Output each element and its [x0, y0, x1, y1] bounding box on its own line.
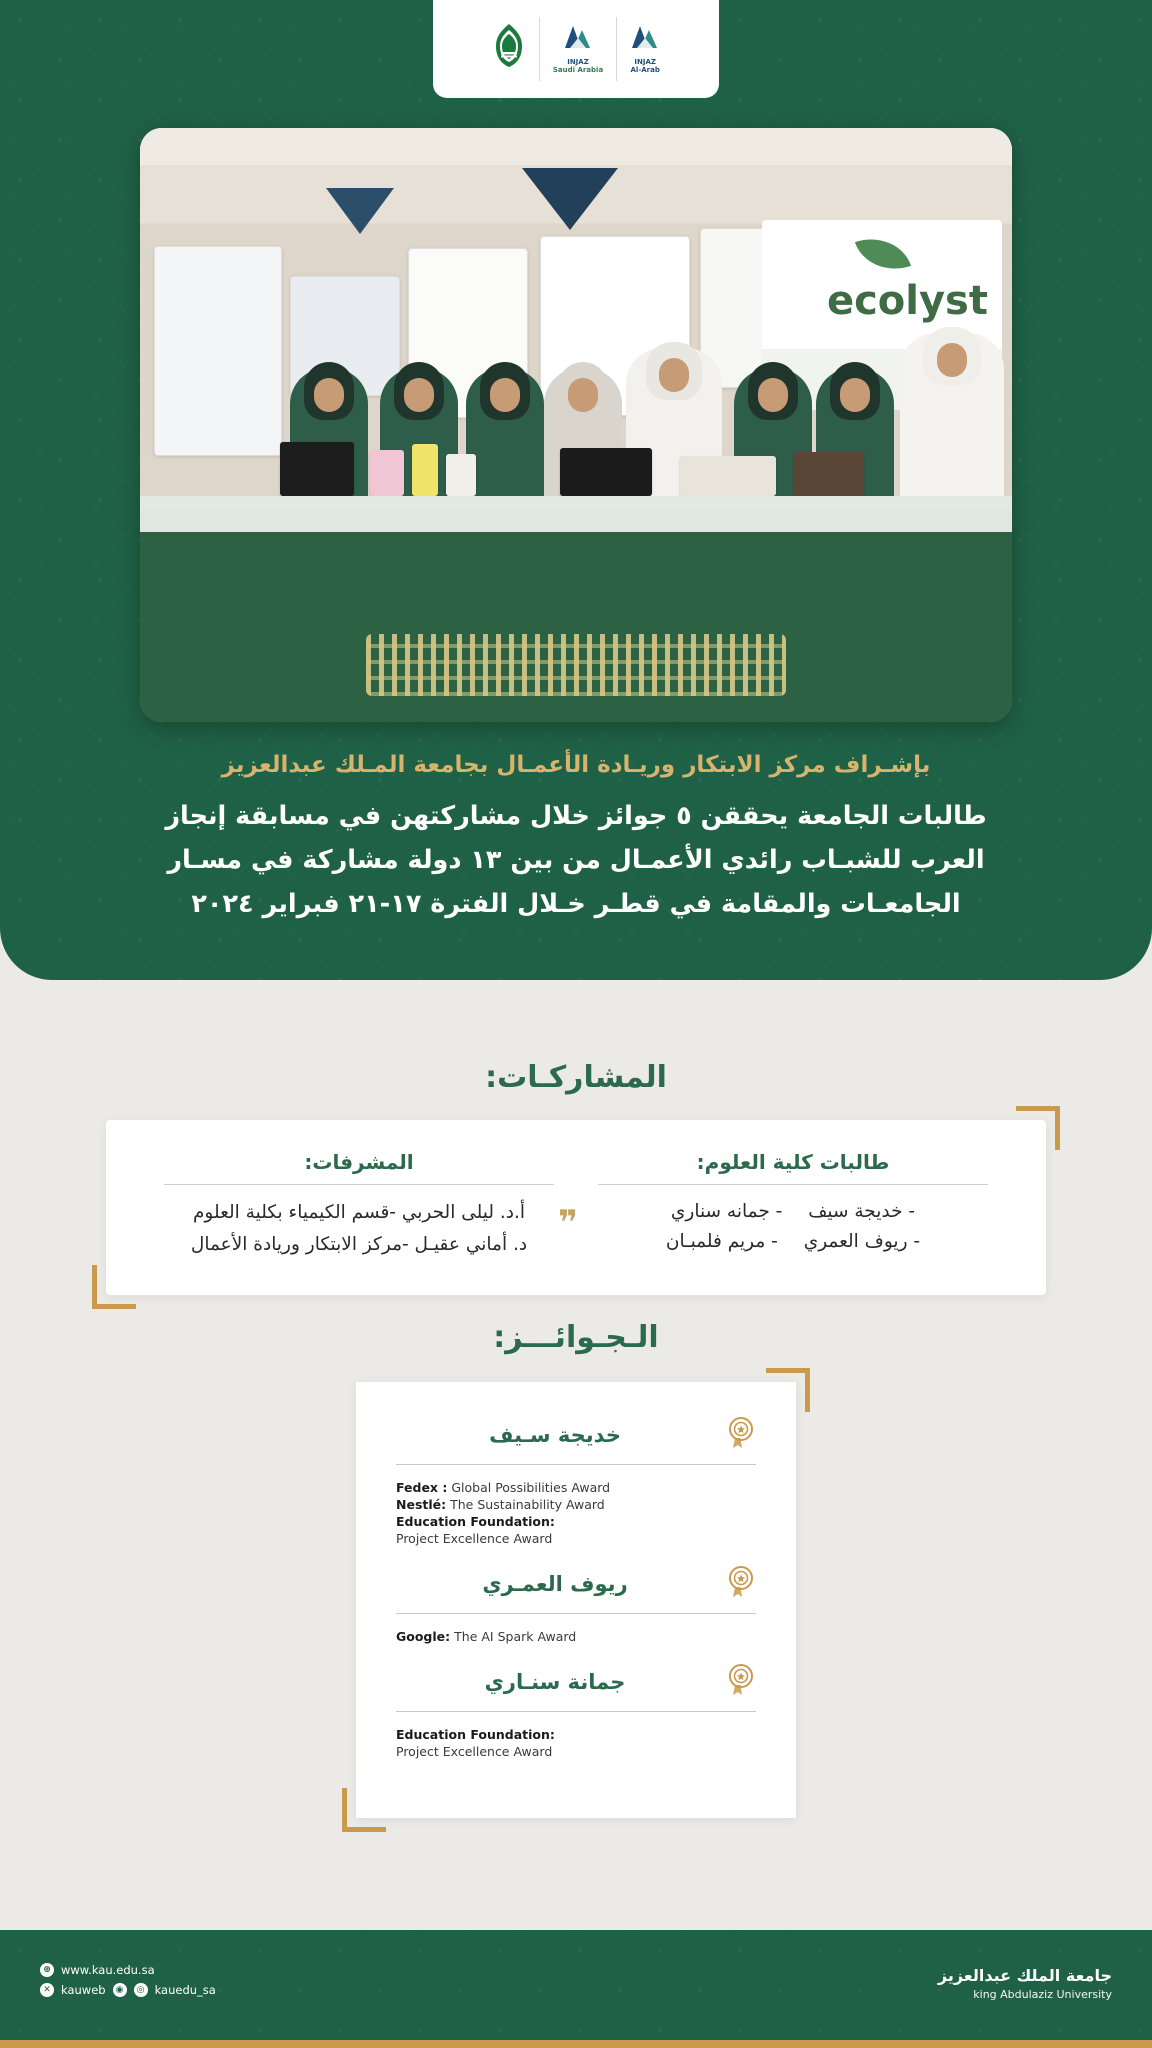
prize-line [396, 1479, 756, 1496]
student-row [598, 1227, 988, 1257]
participants-section-title: المشاركـات: [485, 1060, 667, 1095]
kau-logo-icon [492, 22, 526, 72]
snapchat-icon: ◉ [113, 1983, 127, 1997]
supervisors-heading: المشرفات: [164, 1150, 554, 1185]
award-winner-name: جمانة سنـاري [484, 1670, 626, 1694]
instagram-icon: ◎ [134, 1983, 148, 1997]
students-heading: طالبات كلية العلوم: [598, 1150, 988, 1185]
prize-title: Project Excellence Award [396, 1531, 553, 1546]
logo-bar [433, 0, 719, 98]
students-column [576, 1150, 1010, 1261]
table-top [140, 496, 1012, 532]
handle-x-text: kauweb [61, 1983, 106, 1997]
award-block [396, 1565, 756, 1645]
headline-line-2: العرب للشبـاب رائدي الأعمـال من بين ١٣ دولة مشاركة في مسـار [167, 845, 985, 875]
booth-pennant [326, 188, 394, 234]
corner-decoration [92, 1265, 136, 1309]
student-row [598, 1197, 988, 1227]
university-name-ar: جامعة الملك عبدالعزيز [937, 1966, 1112, 1985]
award-header [396, 1416, 756, 1465]
prize-sponsor: Fedex : [396, 1480, 448, 1495]
website-row[interactable] [40, 1960, 216, 1980]
injaz-saudi-icon [563, 24, 593, 54]
photo-image [140, 128, 1012, 722]
logo-kau [479, 17, 540, 81]
university-name-en: king Abdulaziz University [973, 1988, 1112, 2001]
prize-sponsor: Education Foundation: [396, 1727, 555, 1742]
booth-table [140, 496, 1012, 722]
footer [0, 1930, 1152, 2048]
prize-line [396, 1726, 756, 1760]
award-header [396, 1663, 756, 1712]
headline-block [0, 752, 1152, 926]
corner-decoration [766, 1368, 810, 1412]
handle-social-text: kauedu_sa [154, 1983, 216, 1997]
award-header [396, 1565, 756, 1614]
university-name [938, 1966, 1112, 2001]
logo-injaz-alarab [617, 17, 673, 81]
globe-icon: ⊕ [40, 1963, 54, 1977]
awards-card [356, 1382, 796, 1818]
corner-decoration [1016, 1106, 1060, 1150]
student-name: - خديجة سيف [808, 1201, 916, 1222]
student-name: - مريم فلمبـان [665, 1231, 778, 1252]
quote-icon: ❞ [558, 1203, 578, 1243]
ecolyst-brand-text: ecolyst [826, 278, 988, 324]
award-rosette-icon [726, 1565, 756, 1603]
awards-section-title: الـجـوائـــز: [493, 1320, 659, 1355]
participants-card [106, 1120, 1046, 1295]
prize-sponsor: Google: [396, 1629, 451, 1644]
supervision-line: بإشـراف مركز الابتكار وريـادة الأعمـال بجامعة المـلك عبدالعزيز [221, 752, 931, 778]
footer-gold-bar [0, 2040, 1152, 2048]
supervisors-column [142, 1150, 576, 1261]
logo-injaz-alarab-text: INJAZ Al-Arab [630, 57, 660, 74]
student-name: - ريوف العمري [803, 1231, 921, 1252]
booth-products [260, 432, 892, 496]
shahada-calligraphy [366, 634, 786, 696]
prize-title: Project Excellence Award [396, 1744, 553, 1759]
footer-contact [40, 1960, 216, 2000]
supervisor-name: أ.د. ليلى الحربي -قسم الكيمياء بكلية العلوم [192, 1202, 526, 1223]
event-photo [140, 128, 1012, 722]
x-twitter-icon: ✕ [40, 1983, 54, 1997]
award-block [396, 1663, 756, 1760]
student-name: - جمانه سناري [670, 1201, 783, 1222]
award-winner-name: خديجة سـيف [489, 1423, 621, 1447]
award-rosette-icon [726, 1663, 756, 1701]
booth-pennant [522, 168, 618, 230]
prize-title: The Sustainability Award [450, 1497, 605, 1512]
headline-line-3: الجامعـات والمقامة في قطـر خـلال الفترة ١٧-٢١ فبراير ٢٠٢٤ [191, 889, 961, 919]
prize-line [396, 1496, 756, 1513]
headline-line-1: طالبات الجامعة يحققن ٥ جوائز خلال مشاركتهن في مسابقة إنجاز [165, 801, 987, 831]
award-winner-name: ريوف العمـري [482, 1572, 628, 1596]
social-row[interactable] [40, 1980, 216, 2000]
prize-title: The AI Spark Award [454, 1629, 577, 1644]
supervisor-name: د. أماني عقيـل -مركز الابتكار وريادة الأعمال [190, 1234, 528, 1255]
award-block [396, 1416, 756, 1547]
prize-sponsor: Education Foundation: [396, 1514, 555, 1529]
logo-injaz-saudi-text: INJAZ Saudi Arabia [552, 57, 604, 74]
prize-line [396, 1513, 756, 1547]
prize-sponsor: Nestlé: [396, 1497, 447, 1512]
award-rosette-icon [726, 1416, 756, 1454]
logo-injaz-saudi [540, 17, 617, 81]
leaf-icon [855, 228, 911, 280]
corner-decoration [342, 1788, 386, 1832]
prize-line [396, 1628, 756, 1645]
injaz-alarab-icon [630, 24, 660, 54]
prize-title: Global Possibilities Award [451, 1480, 611, 1495]
website-text: www.kau.edu.sa [61, 1963, 155, 1977]
